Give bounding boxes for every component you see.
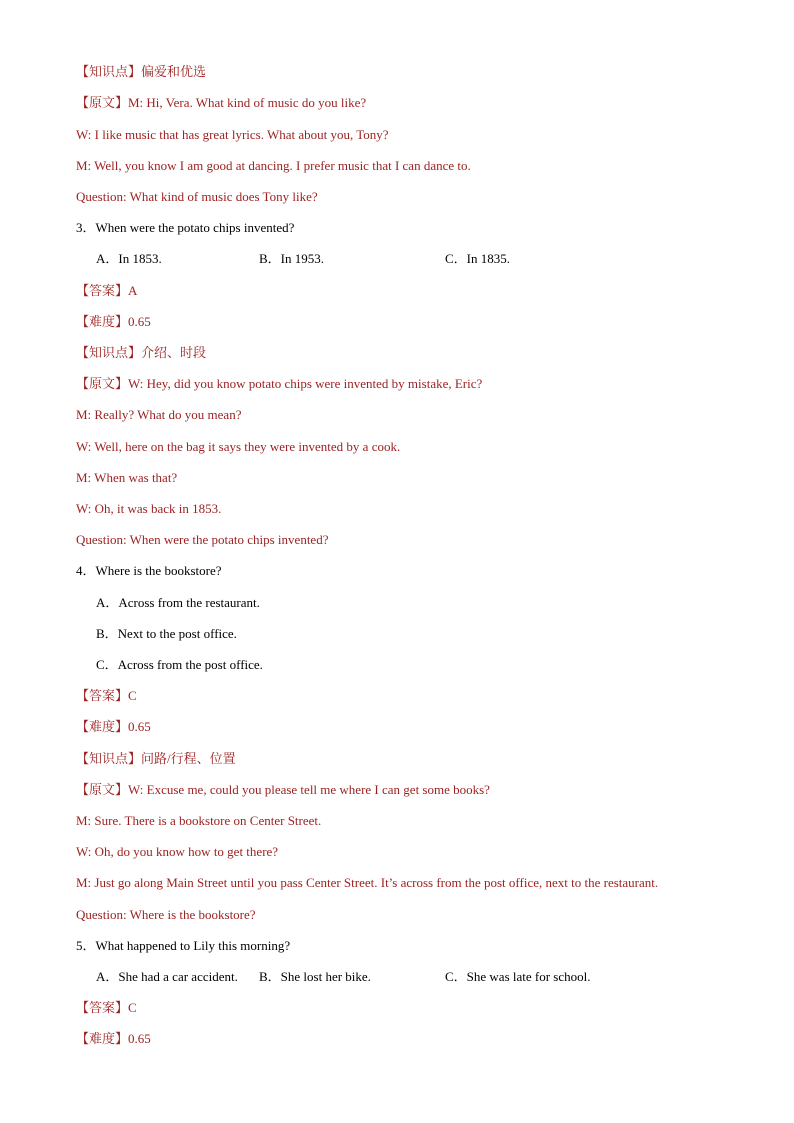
difficulty-line: 【难度】0.65 (76, 314, 151, 329)
transcript-line: M: When was that? (76, 470, 178, 485)
q4-option-b: B．Next to the post office. (96, 626, 237, 641)
q3-option-a: A．In 1853. (96, 251, 162, 266)
transcript-question: Question: When were the potato chips invented? (76, 532, 329, 547)
question-3: 3．When were the potato chips invented? (76, 220, 295, 235)
q4-option-a: A．Across from the restaurant. (96, 595, 260, 610)
transcript-line: M: Just go along Main Street until you pass Center Street. It’s across from the post office, next to the restaurant. (76, 875, 659, 890)
difficulty-line: 【难度】0.65 (76, 719, 151, 734)
knowledge-point-line: 【知识点】问路/行程、位置 (76, 751, 236, 766)
transcript-line: M: Well, you know I am good at dancing. I prefer music that I can dance to. (76, 158, 471, 173)
difficulty-line: 【难度】0.65 (76, 1031, 151, 1046)
q3-option-b: B．In 1953. (259, 251, 325, 266)
q5-option-b: B．She lost her bike. (259, 969, 371, 984)
knowledge-point-line: 【知识点】偏爱和优选 (76, 64, 207, 79)
q5-option-a: A．She had a car accident. (96, 969, 238, 984)
q4-option-c: C．Across from the post office. (96, 657, 263, 672)
question-4: 4．Where is the bookstore? (76, 563, 222, 578)
transcript-line: W: I like music that has great lyrics. What about you, Tony? (76, 127, 389, 142)
transcript-line: 【原文】M: Hi, Vera. What kind of music do you like? (76, 95, 367, 110)
transcript-line: M: Really? What do you mean? (76, 407, 242, 422)
transcript-question: Question: Where is the bookstore? (76, 907, 256, 922)
transcript-line: 【原文】W: Excuse me, could you please tell me where I can get some books? (76, 782, 490, 797)
answer-line: 【答案】A (76, 283, 138, 298)
q3-option-c: C．In 1835. (445, 251, 511, 266)
transcript-line: W: Oh, it was back in 1853. (76, 501, 222, 516)
answer-line: 【答案】C (76, 688, 137, 703)
answer-line: 【答案】C (76, 1000, 137, 1015)
transcript-line: W: Well, here on the bag it says they were invented by a cook. (76, 439, 401, 454)
transcript-line: M: Sure. There is a bookstore on Center Street. (76, 813, 322, 828)
question-5: 5．What happened to Lily this morning? (76, 938, 291, 953)
transcript-line: 【原文】W: Hey, did you know potato chips were invented by mistake, Eric? (76, 376, 483, 391)
transcript-line: W: Oh, do you know how to get there? (76, 844, 279, 859)
q5-option-c: C．She was late for school. (445, 969, 591, 984)
knowledge-point-line: 【知识点】介绍、时段 (76, 345, 207, 360)
transcript-question: Question: What kind of music does Tony like? (76, 189, 318, 204)
